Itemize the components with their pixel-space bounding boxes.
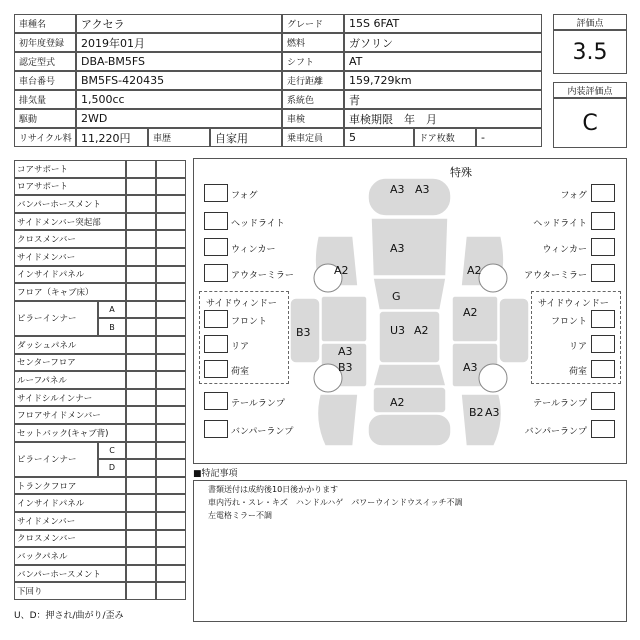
- frame-check-cell: [156, 424, 186, 442]
- frame-item-label: ピラーインナー: [14, 442, 98, 477]
- frame-check-cell: [156, 266, 186, 284]
- info-value: -: [476, 128, 542, 147]
- frame-item-label: サイドメンバー: [14, 248, 126, 266]
- notes-line: 車内汚れ・スレ・キズ ハンドルハゲ パワーウインドウスイッチ不調: [208, 498, 463, 507]
- right-item-checkbox: [591, 238, 615, 256]
- frame-item-label: 下回り: [14, 582, 126, 600]
- damage-mark: B3: [296, 326, 311, 339]
- frame-item-label: クロスメンバー: [14, 230, 126, 248]
- right-front-pillar: [499, 298, 529, 363]
- frame-item-label: フロアサイドメンバー: [14, 406, 126, 424]
- damage-mark: A3: [415, 183, 430, 196]
- frame-check-cell: [126, 301, 156, 319]
- frame-item-label: ロアサポート: [14, 178, 126, 196]
- frame-check-cell: [126, 424, 156, 442]
- bottom-item-checkbox: [204, 392, 228, 410]
- right-front-wheel: [479, 264, 507, 292]
- frame-item-label: フロア（キャブ床）: [14, 283, 126, 301]
- right-item-label: ヘッドライト: [533, 219, 587, 229]
- windshield-shape: [373, 278, 446, 310]
- frame-item-label: ダッシュパネル: [14, 336, 126, 354]
- info-label: 走行距離: [282, 71, 344, 90]
- frame-check-cell: [156, 160, 186, 178]
- interior-rating-value: C: [553, 98, 627, 148]
- info-value: アクセラ: [76, 14, 282, 33]
- side-window-label: リア: [231, 342, 250, 352]
- frame-item-label: コアサポート: [14, 160, 126, 178]
- frame-item-label: バックパネル: [14, 547, 126, 565]
- frame-check-cell: [126, 266, 156, 284]
- frame-check-cell: [126, 547, 156, 565]
- frame-check-cell: [126, 565, 156, 583]
- left-front-door: [321, 296, 367, 342]
- rear-bumper-shape: [368, 414, 451, 446]
- frame-check-cell: [156, 371, 186, 389]
- info-value: 1,500cc: [76, 90, 282, 109]
- bottom-item-checkbox: [591, 392, 615, 410]
- right-rear-wheel: [479, 364, 507, 392]
- right-item-label: ウィンカー: [542, 245, 587, 255]
- left-item-checkbox: [204, 184, 228, 202]
- frame-check-cell: [156, 547, 186, 565]
- info-value: AT: [344, 52, 542, 71]
- pillar-sub-label: A: [98, 301, 126, 319]
- frame-check-cell: [126, 230, 156, 248]
- frame-check-cell: [126, 389, 156, 407]
- frame-check-cell: [156, 178, 186, 196]
- frame-check-cell: [156, 582, 186, 600]
- damage-mark: A2: [463, 306, 478, 319]
- frame-check-cell: [126, 406, 156, 424]
- rating-value: 3.5: [553, 30, 627, 74]
- info-label: 車検: [282, 109, 344, 128]
- frame-check-cell: [156, 459, 186, 477]
- side-window-title: サイドウィンドー: [206, 299, 277, 309]
- info-value: 自家用: [210, 128, 282, 147]
- info-label: 認定型式: [14, 52, 76, 71]
- right-front-door: [452, 296, 498, 342]
- damage-mark: A2: [467, 264, 482, 277]
- frame-item-label: インサイドパネル: [14, 266, 126, 284]
- frame-check-cell: [126, 371, 156, 389]
- frame-check-cell: [156, 354, 186, 372]
- left-item-label: アウターミラー: [231, 271, 294, 281]
- frame-check-cell: [126, 512, 156, 530]
- info-label: リサイクル料: [14, 128, 76, 147]
- frame-check-cell: [156, 530, 186, 548]
- info-value: 11,220円: [76, 128, 148, 147]
- frame-check-cell: [156, 389, 186, 407]
- frame-check-cell: [126, 195, 156, 213]
- notes-title: ■特記事項: [193, 469, 238, 479]
- frame-check-cell: [156, 477, 186, 495]
- frame-check-cell: [126, 494, 156, 512]
- frame-check-cell: [156, 248, 186, 266]
- frame-check-cell: [156, 213, 186, 231]
- info-label: 乗車定員: [282, 128, 344, 147]
- frame-check-cell: [156, 195, 186, 213]
- right-rear-fender: [461, 394, 502, 446]
- frame-item-label: ルーフパネル: [14, 371, 126, 389]
- info-value: ガソリン: [344, 33, 542, 52]
- info-value: 159,729km: [344, 71, 542, 90]
- side-window-title: サイドウィンドー: [538, 299, 609, 309]
- bottom-item-label: バンパーランプ: [231, 427, 294, 437]
- left-rear-fender: [317, 394, 358, 446]
- front-bumper-shape: [368, 178, 451, 216]
- roof-shape: [379, 311, 440, 363]
- damage-mark: G: [392, 290, 401, 303]
- frame-item-label: サイドシルインナー: [14, 389, 126, 407]
- damage-mark: A3: [338, 345, 353, 358]
- info-label: シフト: [282, 52, 344, 71]
- damage-mark: A2: [414, 324, 429, 337]
- right-item-checkbox: [591, 184, 615, 202]
- frame-check-cell: [126, 530, 156, 548]
- frame-check-cell: [126, 283, 156, 301]
- pillar-sub-label: B: [98, 318, 126, 336]
- bottom-item-label: バンパーランプ: [524, 427, 587, 437]
- left-item-checkbox: [204, 212, 228, 230]
- damage-mark: A3: [485, 406, 500, 419]
- frame-item-label: サイドメンバー: [14, 512, 126, 530]
- pillar-sub-label: D: [98, 459, 126, 477]
- frame-item-label: ピラーインナー: [14, 301, 98, 336]
- info-value: 青: [344, 90, 542, 109]
- side-window-label: 荷室: [568, 367, 587, 377]
- left-item-label: ヘッドライト: [231, 219, 285, 229]
- side-window-label: リア: [568, 342, 587, 352]
- frame-check-cell: [126, 213, 156, 231]
- bottom-item-label: テールランプ: [533, 399, 587, 409]
- left-item-label: フォグ: [231, 191, 258, 201]
- bottom-item-label: テールランプ: [231, 399, 285, 409]
- frame-check-cell: [126, 477, 156, 495]
- damage-mark: U3: [390, 324, 406, 337]
- frame-check-cell: [156, 283, 186, 301]
- left-side-window-box: [199, 291, 289, 384]
- info-label: 初年度登録: [14, 33, 76, 52]
- info-label: ドア枚数: [414, 128, 476, 147]
- frame-item-label: インサイドパネル: [14, 494, 126, 512]
- damage-mark: A3: [463, 361, 478, 374]
- frame-check-cell: [126, 582, 156, 600]
- frame-check-cell: [156, 442, 186, 460]
- pillar-sub-label: C: [98, 442, 126, 460]
- side-window-label: フロント: [550, 317, 587, 327]
- frame-item-label: トランクフロア: [14, 477, 126, 495]
- right-item-label: アウターミラー: [524, 271, 587, 281]
- info-label: 系統色: [282, 90, 344, 109]
- frame-check-cell: [156, 494, 186, 512]
- frame-item-label: サイドメンバー突起部: [14, 213, 126, 231]
- damage-mark: A3: [390, 242, 405, 255]
- damage-mark: A2: [390, 396, 405, 409]
- info-value: 車検期限 年 月: [344, 109, 542, 128]
- info-label: 駆動: [14, 109, 76, 128]
- damage-mark: A3: [390, 183, 405, 196]
- left-item-checkbox: [204, 264, 228, 282]
- frame-check-cell: [156, 336, 186, 354]
- frame-check-cell: [156, 565, 186, 583]
- info-label: 車種名: [14, 14, 76, 33]
- left-item-label: ウィンカー: [231, 245, 276, 255]
- frame-item-label: センターフロア: [14, 354, 126, 372]
- frame-check-cell: [156, 301, 186, 319]
- info-value: 2019年01月: [76, 33, 282, 52]
- frame-item-label: セットバック(キャブ背): [14, 424, 126, 442]
- frame-check-cell: [156, 512, 186, 530]
- left-item-checkbox: [204, 238, 228, 256]
- info-value: 2WD: [76, 109, 282, 128]
- diagram-title: 特殊: [450, 166, 472, 179]
- info-label: 燃料: [282, 33, 344, 52]
- notes-line: 書類送付は成約後10日後かかります: [208, 485, 339, 494]
- frame-check-cell: [126, 178, 156, 196]
- interior-rating-label: 内装評価点: [553, 82, 627, 98]
- right-item-checkbox: [591, 264, 615, 282]
- info-value: 5: [344, 128, 414, 147]
- right-item-label: フォグ: [560, 191, 587, 201]
- side-window-label: 荷室: [231, 367, 250, 377]
- damage-mark: B3: [338, 361, 353, 374]
- hood-shape: [371, 218, 448, 276]
- legend-text: U、D：押され/曲がり/歪み: [14, 611, 124, 621]
- bottom-item-checkbox: [204, 420, 228, 438]
- frame-check-cell: [126, 160, 156, 178]
- frame-check-cell: [156, 406, 186, 424]
- damage-mark: A2: [334, 264, 349, 277]
- frame-check-cell: [126, 354, 156, 372]
- frame-check-cell: [126, 442, 156, 460]
- info-label: 車台番号: [14, 71, 76, 90]
- frame-check-cell: [126, 248, 156, 266]
- frame-check-cell: [156, 230, 186, 248]
- frame-item-label: クロスメンバー: [14, 530, 126, 548]
- info-label: グレード: [282, 14, 344, 33]
- frame-check-cell: [126, 318, 156, 336]
- trunk-shape: [373, 387, 446, 413]
- info-value: BM5FS-420435: [76, 71, 282, 90]
- info-value: DBA-BM5FS: [76, 52, 282, 71]
- frame-check-cell: [156, 318, 186, 336]
- info-label: 排気量: [14, 90, 76, 109]
- rear-glass-shape: [373, 364, 446, 386]
- frame-item-label: バンパーホースメント: [14, 565, 126, 583]
- right-side-window-box: [531, 291, 621, 384]
- rating-label: 評価点: [553, 14, 627, 30]
- info-value: 15S 6FAT: [344, 14, 542, 33]
- frame-item-label: バンパーホースメント: [14, 195, 126, 213]
- frame-check-cell: [126, 336, 156, 354]
- frame-check-cell: [126, 459, 156, 477]
- info-label: 車歴: [148, 128, 210, 147]
- notes-line: 左電格ミラー不調: [208, 511, 272, 520]
- damage-mark: B2: [469, 406, 484, 419]
- bottom-item-checkbox: [591, 420, 615, 438]
- right-item-checkbox: [591, 212, 615, 230]
- side-window-label: フロント: [231, 317, 268, 327]
